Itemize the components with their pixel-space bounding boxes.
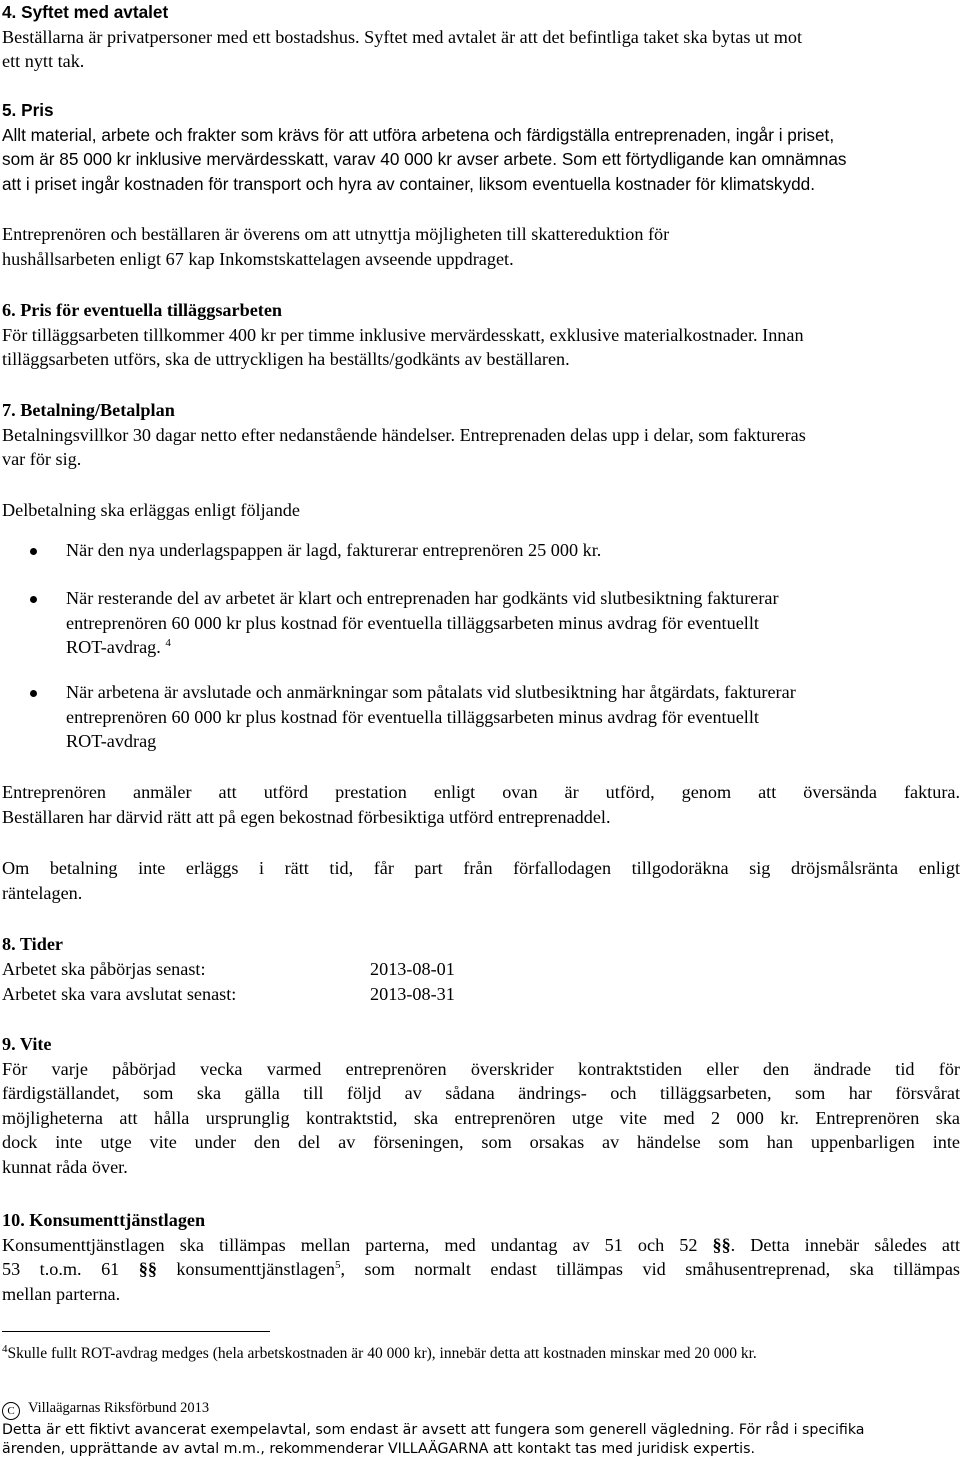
footnote [2,1344,960,1364]
section-5-heading: 5. Pris [2,100,54,120]
end-date-label: Arbetet ska vara avslutat senast: [2,984,237,1004]
penalty-line [2,1057,960,1082]
footnote-number: 4 [2,1342,8,1355]
section-6-heading: 6. Pris för eventuella tilläggsarbeten [2,300,283,320]
interest-text: Om betalning inte erläggs i rätt tid, får part från förfallodagen tillgodoräkna sig dröjsmålsränta enligt [2,858,960,878]
section-4-text-line: ett nytt tak. [2,51,85,71]
consumer-law-text: , som normalt endast tillämpas vid småhusentreprenad, ska tillämpas [340,1259,960,1279]
section-sign: §§ [138,1259,157,1279]
bullet-item [0,586,960,666]
bullet-line: När arbetena är avslutade och anmärkningar som påtalats vid slutbesiktning har åtgärdats, fakturerar [66,682,796,702]
section-4-heading: 4. Syftet med avtalet [2,2,169,22]
consumer-law-line [2,1257,960,1282]
tax-text-line: hushållsarbeten enligt 67 kap Inkomstskattelagen avseende uppdraget. [2,248,514,269]
penalty-line [2,1081,960,1106]
end-date-value: 2013-08-31 [370,984,455,1004]
justified-line [2,856,960,881]
section-7-heading: 7. Betalning/Betalplan [2,400,175,420]
invoice-paragraph [2,780,960,829]
tax-text-line: Entreprenören och beställaren är överens om att utnyttja möjligheten till skattereduktion för [2,224,670,244]
section-9 [2,1032,960,1179]
bullet-item [0,680,960,760]
bullet-line: När den nya underlagspappen är lagd, fakturerar entreprenören 25 000 kr. [66,540,602,560]
footnote-divider [2,1331,270,1332]
section-5-text-line [2,147,960,172]
penalty-text: För varje påbörjad vecka varmed entreprenören överskrider kontraktstiden eller den ändrade tid för [2,1058,960,1079]
penalty-line [2,1130,960,1155]
consumer-law-text: konsumenttjänstlagen [176,1259,336,1279]
disclaimer-line: Detta är ett fiktivt avancerat exempelavtal, som endast är avsett att fungera som generell vägledning. För råd i specifika [2,1422,865,1438]
disclaimer [2,1421,960,1459]
section-5-tax-paragraph [2,222,960,271]
bullet-line: När resterande del av arbetet är klart och entreprenaden har godkänts vid slutbesiktning fakturerar [66,588,779,608]
bullet-line [66,635,960,660]
dates-row [0,957,960,982]
bullet-line: entreprenören 60 000 kr plus kostnad för eventuella tilläggsarbeten minus avdrag för eventuellt [66,612,759,633]
section-10 [2,1208,960,1306]
penalty-text: dock inte utge vite under den del av förseningen, som orsakas av händelse som han uppenbarligen inte [2,1132,960,1152]
penalty-line [2,1106,960,1131]
section-sign: §§ [712,1234,731,1255]
penalty-text: färdigställandet, som ska gälla till följd av sådana ändrings- och tilläggsarbeten, som har försvårat [2,1083,960,1103]
section-5-text-line: Allt material, arbete och frakter som krävs för att utföra arbetena och färdigställa entreprenaden, ingår i priset, [2,124,835,145]
consumer-law-text: . Detta innebär således att [730,1234,960,1255]
footnote-ref-4[interactable]: 4 [165,636,171,649]
price-sentence: som är 85 000 kr inklusive mervärdesskatt, varav 40 000 kr avser arbete. [2,149,558,169]
invoice-text: Entreprenören anmäler att utförd prestation enligt ovan är utförd, genom att översända faktura. [2,782,960,802]
dates-row [0,982,960,1007]
bullet-icon [30,596,37,603]
section-7-text-line: var för sig. [2,449,82,469]
section-7 [2,398,960,472]
section-9-heading: 9. Vite [2,1034,52,1054]
interest-paragraph [2,856,960,905]
consumer-law-text: 53 t.o.m. 61 [2,1259,120,1279]
clarification-sentence: Som ett förtydligande kan omnämnas [561,149,847,169]
section-10-heading: 10. Konsumenttjänstlagen [2,1210,206,1230]
disclaimer-line: ärenden, upprättande av avtal m.m., rekommenderar VILLAÄGARNA att kontakt tas med juridisk expertis. [2,1441,756,1457]
copyright-text: Villaägarnas Riksförbund 2013 [28,1400,210,1416]
bullet-item [0,538,960,568]
section-4 [2,0,960,74]
consumer-law-text: Konsumenttjänstlagen ska tillämpas mellan parterna, med undantag av 51 och 52 [2,1234,698,1255]
bullet-line: entreprenören 60 000 kr plus kostnad för eventuella tilläggsarbeten minus avdrag för eventuellt [66,706,759,727]
start-date-label: Arbetet ska påbörjas senast: [2,959,206,979]
section-6 [2,298,960,372]
penalty-text: möjligheterna att hålla ursprunglig kontraktstid, ska entreprenören utge vite med 2 000 kr. Entreprenören ska [2,1107,960,1128]
footnote-ref-5[interactable]: 5 [335,1258,341,1271]
invoice-text-line: Beställaren har därvid rätt att på egen bekostnad förbesiktiga utförd entreprenaddel. [2,806,611,827]
copyright-icon: C [2,1402,20,1420]
installment-intro: Delbetalning ska erläggas enligt följande [2,500,300,520]
section-6-text-line: tilläggsarbeten utförs, ska de uttryckligen ha beställts/godkänts av beställaren. [2,349,570,369]
section-8-heading: 8. Tider [2,934,63,954]
bullet-line: ROT-avdrag [66,731,157,751]
bullet-line-text: ROT-avdrag. [66,637,161,657]
bullet-text [66,586,960,660]
interest-text-line: räntelagen. [2,882,83,903]
bullet-icon [30,690,37,697]
consumer-law-line: mellan parterna. [2,1283,121,1304]
section-5 [2,98,960,196]
bullet-text [66,538,960,563]
section-6-text-line: För tilläggsarbeten tillkommer 400 kr per timme inklusive mervärdesskatt, exklusive materialkostnader. Innan [2,324,804,345]
bullet-text [66,680,960,754]
footnote-text: Skulle fullt ROT-avdrag medges (hela arbetskostnaden är 40 000 kr), innebär detta att kostnaden minskar med 20 000 kr. [7,1345,757,1362]
justified-line [2,780,960,805]
start-date-value: 2013-08-01 [370,959,455,979]
section-4-text-line: Beställarna är privatpersoner med ett bostadshus. Syftet med avtalet är att det befintliga taket ska bytas ut mot [2,26,803,47]
section-7-text-line: Betalningsvillkor 30 dagar netto efter nedanstående händelser. Entreprenaden delas upp i delar, som faktureras [2,424,806,445]
bullet-icon [30,548,37,555]
section-5-text-line: att i priset ingår kostnaden för transport och hyra av container, liksom eventuella kostnader för klimatskydd. [2,173,815,194]
consumer-law-line [2,1233,960,1258]
penalty-line: kunnat råda över. [2,1156,128,1177]
copyright-line [2,1398,960,1420]
